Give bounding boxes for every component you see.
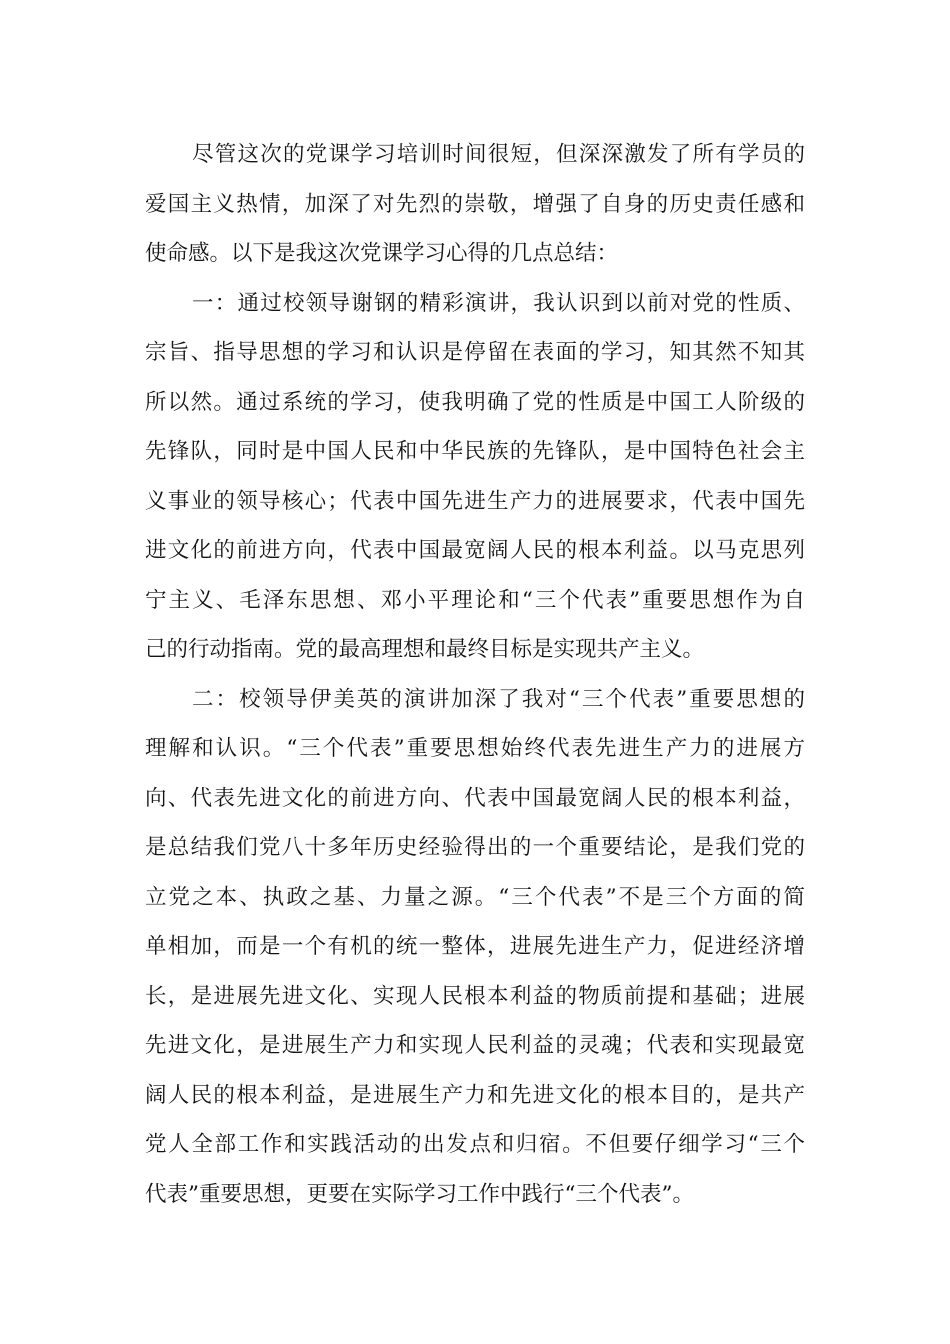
paragraph-line: 义事业的领导核心；代表中国先进生产力的进展要求，代表中国先 — [145, 488, 805, 514]
paragraph-line: 尽管这次的党课学习培训时间很短，但深深激发了所有学员的 — [192, 142, 805, 167]
paragraph-line: 二：校领导伊美英的演讲加深了我对“三个代表”重要思想的 — [192, 686, 805, 712]
paragraph-line: 进文化的前进方向，代表中国最宽阔人民的根本利益。以马克思列 — [145, 538, 805, 563]
paragraph-line: 先进文化，是进展生产力和实现人民利益的灵魂；代表和实现最宽 — [145, 1033, 805, 1058]
paragraph-line: 一：通过校领导谢钢的精彩演讲，我认识到以前对党的性质、 — [192, 290, 805, 316]
paragraph-line: 理解和认识。“三个代表”重要思想始终代表先进生产力的进展方 — [145, 736, 805, 761]
paragraph-line: 使命感。以下是我这次党课学习心得的几点总结： — [145, 241, 619, 266]
paragraph-line: 单相加，而是一个有机的统一整体，进展先进生产力，促进经济增 — [145, 934, 805, 959]
paragraph-point-two — [145, 675, 805, 1220]
paragraph-line: 爱国主义热情，加深了对先烈的崇敬，增强了自身的历史责任感和 — [145, 191, 805, 217]
paragraph-line: 己的行动指南。党的最高理想和最终目标是实现共产主义。 — [145, 637, 705, 662]
paragraph-line: 立党之本、执政之基、力量之源。“三个代表”不是三个方面的简 — [145, 884, 805, 910]
paragraph-line: 向、代表先进文化的前进方向、代表中国最宽阔人民的根本利益， — [145, 785, 805, 811]
paragraph-line: 阔人民的根本利益，是进展生产力和先进文化的根本目的，是共产 — [145, 1082, 805, 1108]
paragraph-point-one — [145, 279, 805, 675]
paragraph-line: 宗旨、指导思想的学习和认识是停留在表面的学习，知其然不知其 — [145, 340, 805, 365]
paragraph-intro — [145, 130, 805, 279]
document-body — [145, 130, 805, 1219]
paragraph-line: 先锋队，同时是中国人民和中华民族的先锋队，是中国特色社会主 — [145, 439, 805, 464]
paragraph-line: 是总结我们党八十多年历史经验得出的一个重要结论，是我们党的 — [145, 835, 805, 860]
paragraph-line: 宁主义、毛泽东思想、邓小平理论和“三个代表”重要思想作为自 — [145, 587, 805, 613]
paragraph-line: 长，是进展先进文化、实现人民根本利益的物质前提和基础；进展 — [145, 983, 805, 1009]
paragraph-line: 代表”重要思想，更要在实际学习工作中践行“三个代表”。 — [145, 1181, 694, 1207]
paragraph-line: 党人全部工作和实践活动的出发点和归宿。不但要仔细学习“三个 — [145, 1132, 805, 1157]
paragraph-line: 所以然。通过系统的学习，使我明确了党的性质是中国工人阶级的 — [145, 389, 805, 415]
